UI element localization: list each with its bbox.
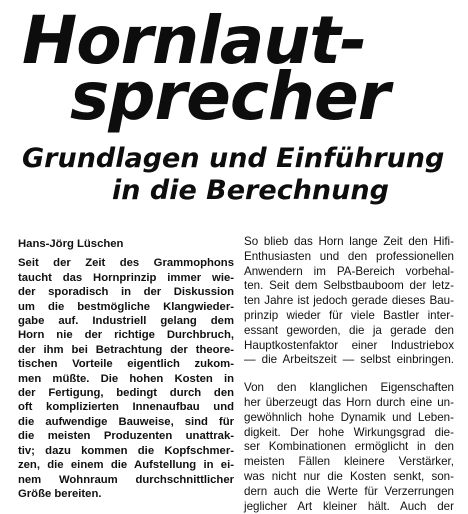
body-line: Hauptkostenfaktor einer Industriebox — [244, 338, 454, 352]
lead-line: Horn nie der richtige Durchbruch, — [18, 329, 234, 342]
body-line: Enthusiasten und den professionellen — [244, 249, 454, 263]
body-line: essant geworden, die ja gerade den — [244, 323, 454, 337]
lead-line: nem Wohnraum durchschnittlicher — [18, 473, 234, 486]
lead-line: tischen Vorteile eigentlich zukom- — [18, 358, 234, 371]
right-column — [244, 235, 454, 514]
lead-line: der ihm bei Betrachtung der theore- — [18, 343, 234, 356]
body-line: ser Kombinationen ermöglicht in den — [244, 440, 454, 454]
body-line: — die Arbeitszeit — selbst einbringen. — [244, 353, 454, 367]
lead-line: die aufwendige Bauweise, sind für — [18, 415, 234, 428]
body-line: digkeit. Der hohe Wirkungsgrad die- — [244, 425, 454, 439]
body-line: was nicht nur die Kosten senkt, son- — [244, 469, 454, 483]
body-line: ten Jahre ist jedoch gerade dieses Bau- — [244, 294, 454, 308]
lead-line: der sporadisch in der Diskussion — [18, 286, 234, 299]
subtitle-line-1: Grundlagen und Einführung — [22, 143, 445, 174]
lead-line: taucht das Hornprinzip immer wie- — [18, 271, 234, 284]
body-line: dern auch die Werte für Verzerrungen — [244, 484, 454, 498]
lead-line: gabe auf. Industriell gelang dem — [18, 315, 234, 328]
body-line: her überzeugt das Horn durch eine un- — [244, 395, 454, 409]
lead-line: um die bestmögliche Klangwieder- — [18, 300, 234, 313]
left-column — [18, 237, 234, 501]
lead-line: tiv; dazu kommen die Kopfschmer- — [18, 444, 234, 457]
body-line: ten. Seit dem Selbstbauboom der letz- — [244, 279, 454, 293]
lead-line: men müßte. Die hohen Kosten in — [18, 372, 234, 385]
body-line: Anwendern im PA-Bereich vorbehal- — [244, 264, 454, 278]
lead-line: der Fertigung, bedingt durch den — [18, 387, 234, 400]
body-paragraph — [244, 381, 454, 514]
body-paragraph — [244, 235, 454, 368]
author-byline: Hans-Jörg Lüschen — [18, 238, 124, 250]
body-line: gewöhnlich hohe Dynamik und Leben- — [244, 410, 454, 424]
lead-line: Seit der Zeit des Grammophons — [18, 257, 234, 270]
lead-line: oft komplizierten Innenaufbau und — [18, 401, 234, 414]
headline-line-1: Hornlaut- — [22, 2, 367, 79]
body-line: jeglicher Art kleiner hält. Auch der — [244, 499, 454, 513]
lead-line: Größe bereiten. — [18, 487, 102, 500]
lead-line: zen, die einem die Aufstellung in ei- — [18, 459, 234, 472]
body-line: So blieb das Horn lange Zeit den Hifi- — [244, 235, 454, 248]
lead-paragraph — [18, 256, 234, 501]
body-line: meisten Fällen kleinere Verstärker, — [244, 455, 454, 469]
subtitle-line-2: in die Berechnung — [112, 175, 389, 206]
body-line: Von den klanglichen Eigenschaften — [244, 381, 454, 395]
headline-line-2: sprecher — [70, 58, 390, 135]
lead-line: die meisten Produzenten unattrak- — [18, 430, 234, 443]
body-line: prinzip wieder für viele Bastler inter- — [244, 308, 454, 322]
